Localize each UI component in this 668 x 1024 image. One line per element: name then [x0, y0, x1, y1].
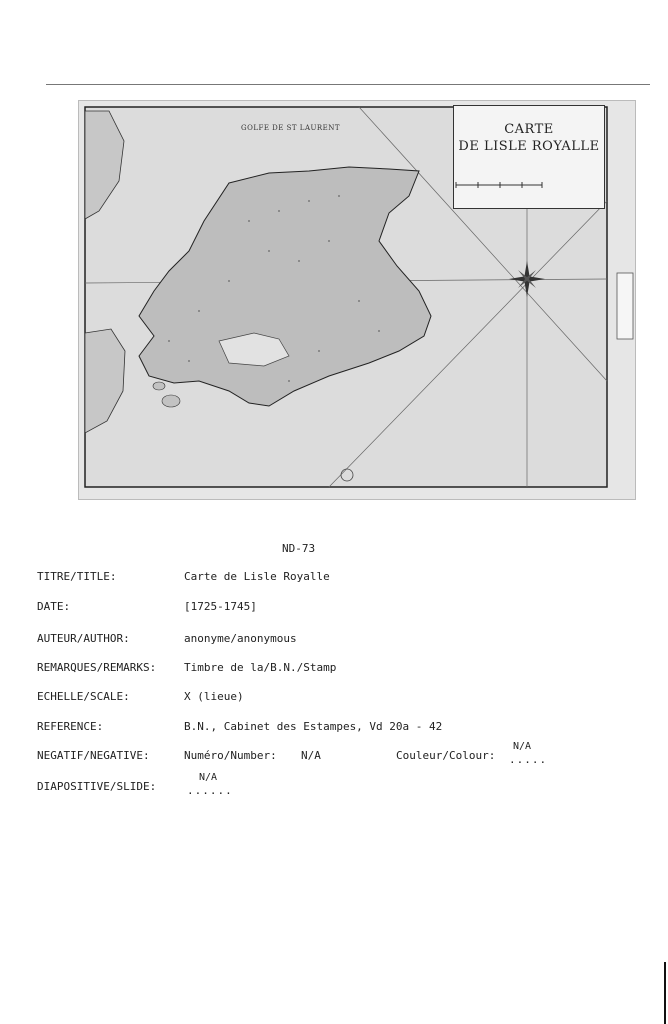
- top-rule: [46, 84, 650, 85]
- field-label: NEGATIF/NEGATIVE:: [37, 749, 150, 762]
- negative-colour-label: Couleur/Colour:: [396, 749, 496, 762]
- field-label: DATE:: [37, 600, 71, 613]
- field-value: Timbre de la/B.N./Stamp: [184, 661, 337, 674]
- map-title-line1: CARTE: [504, 122, 554, 137]
- field-value: [1725-1745]: [184, 600, 257, 613]
- fill-dots: .....: [509, 753, 548, 766]
- field-label: DIAPOSITIVE/SLIDE:: [37, 780, 157, 793]
- field-label: AUTEUR/AUTHOR:: [37, 632, 130, 645]
- field-value: anonyme/anonymous: [184, 632, 297, 645]
- field-label: ECHELLE/SCALE:: [37, 690, 130, 703]
- negative-colour-value: N/A: [513, 741, 532, 752]
- slide-value: N/A: [199, 772, 218, 783]
- field-label: REMARQUES/REMARKS:: [37, 661, 157, 674]
- map-cartouche: [453, 105, 605, 209]
- field-value: X (lieue): [184, 690, 244, 703]
- field-label: REFERENCE:: [37, 720, 104, 733]
- scan-edge-mark: [664, 962, 666, 1024]
- document-id: ND-73: [282, 542, 316, 555]
- negative-number-value: N/A: [301, 749, 321, 762]
- fill-dots: ......: [187, 784, 233, 797]
- field-value: Carte de Lisle Royalle: [184, 570, 330, 583]
- field-label: TITRE/TITLE:: [37, 570, 117, 583]
- map-title-line2: DE LISLE ROYALLE: [458, 139, 600, 154]
- map-gulf-label: GOLFE DE ST LAURENT: [241, 124, 341, 132]
- map-scale-bar: [454, 180, 544, 190]
- negative-number-label: Numéro/Number:: [184, 749, 277, 762]
- map-photograph: [78, 100, 636, 500]
- field-value: B.N., Cabinet des Estampes, Vd 20a - 42: [184, 720, 443, 733]
